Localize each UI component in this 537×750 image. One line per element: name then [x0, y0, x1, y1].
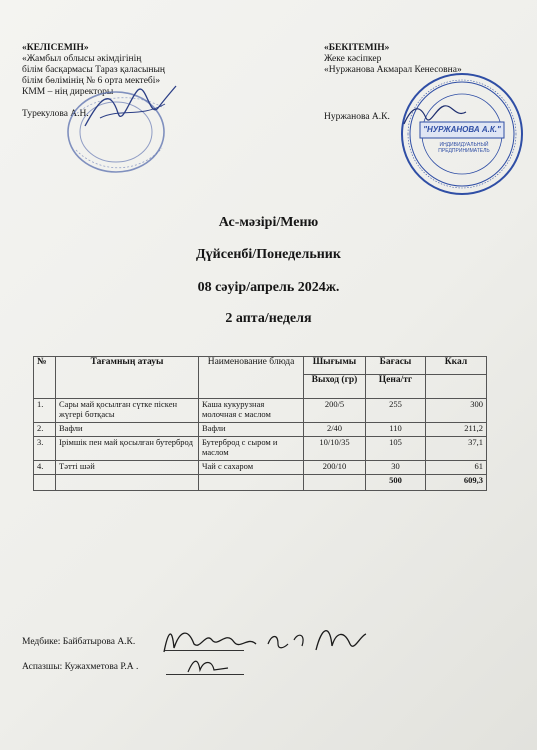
nurse-signature — [160, 622, 370, 658]
row-kcal: 300 — [426, 399, 487, 423]
row-yield: 200/10 — [304, 461, 366, 475]
approval-title-left: «КЕЛІСЕМІН» — [22, 43, 89, 53]
row-yield: 10/10/35 — [304, 437, 366, 461]
row-name-kz: Вафли — [56, 423, 199, 437]
total-price: 500 — [366, 475, 426, 491]
round-stamp-right — [398, 70, 526, 198]
row-num: 1. — [34, 399, 56, 423]
row-yield: 2/40 — [304, 423, 366, 437]
approval-line: білім бөлімінің № 6 орта мектебі» — [22, 76, 161, 86]
row-name-ru: Бутерброд с сыром и маслом — [199, 437, 304, 461]
row-price: 30 — [366, 461, 426, 475]
approval-signer-right: Нуржанова А.К. — [324, 112, 390, 122]
day-title: Дүйсенбі/Понедельник — [196, 247, 341, 262]
date-title: 08 сәуір/апрель 2024ж. — [197, 280, 340, 295]
cook-line: Аспазшы: Кужахметова Р.А . — [22, 662, 139, 672]
total-kcal: 609,3 — [426, 475, 487, 491]
header-name-ru: Наименование блюда — [199, 357, 304, 399]
week-title: 2 апта/неделя — [225, 311, 312, 326]
table-row — [34, 437, 487, 461]
nurse-line: Медбике: Байбатырова А.К. — [22, 637, 136, 647]
stamp-sub-text: ИНДИВИДУАЛЬНЫЙ ПРЕДПРИНИМАТЕЛЬ — [438, 142, 490, 154]
director-signature — [80, 78, 180, 138]
table-row — [34, 399, 487, 423]
row-num: 2. — [34, 423, 56, 437]
row-price: 255 — [366, 399, 426, 423]
row-kcal: 211,2 — [426, 423, 487, 437]
row-name-ru: Вафли — [199, 423, 304, 437]
header-price-sub: Цена/тг — [366, 375, 426, 399]
row-kcal: 37,1 — [426, 437, 487, 461]
header-name-kz: Тағамның атауы — [56, 357, 199, 399]
row-name-kz: Сары май қосылған сүтке піскен жүгері ботқасы — [56, 399, 199, 423]
entrepreneur-signature — [400, 98, 470, 132]
table-row — [34, 423, 487, 437]
row-name-kz: Ірімшік пен май қосылған бутерброд — [56, 437, 199, 461]
header-num: № — [34, 357, 56, 399]
row-price: 105 — [366, 437, 426, 461]
header-kcal-sub — [426, 375, 487, 399]
row-kcal: 61 — [426, 461, 487, 475]
menu-title: Ас-мәзірі/Меню — [218, 215, 319, 230]
table-row — [34, 461, 487, 475]
cook-signature — [184, 654, 234, 678]
approval-title-right: «БЕКІТЕМІН» — [324, 43, 390, 53]
row-num: 3. — [34, 437, 56, 461]
menu-table — [33, 356, 487, 491]
approval-line: КММ – нің директоры — [22, 87, 114, 97]
header-yield: Шығымы — [304, 357, 366, 375]
approval-line: «Жамбыл облысы әкімдігінің — [22, 54, 142, 64]
row-yield: 200/5 — [304, 399, 366, 423]
approval-line: білім басқармасы Тараз қаласының — [22, 65, 165, 75]
header-kcal: Ккал — [426, 357, 487, 375]
row-price: 110 — [366, 423, 426, 437]
table-header-row — [34, 357, 487, 375]
row-num: 4. — [34, 461, 56, 475]
stamp-center-text: "НУРЖАНОВА А.К." — [423, 125, 501, 134]
row-name-ru: Чай с сахаром — [199, 461, 304, 475]
table-total-row — [34, 475, 487, 491]
header-yield-sub: Выход (гр) — [304, 375, 366, 399]
row-name-ru: Каша кукурузная молочная с маслом — [199, 399, 304, 423]
header-price: Бағасы — [366, 357, 426, 375]
approval-line: Жеке кәсіпкер — [324, 54, 382, 64]
row-name-kz: Тәтті шәй — [56, 461, 199, 475]
approval-signer-left: Турекулова А.Н. — [22, 109, 89, 119]
approval-line: «Нуржанова Акмарал Кенесовна» — [324, 65, 462, 75]
